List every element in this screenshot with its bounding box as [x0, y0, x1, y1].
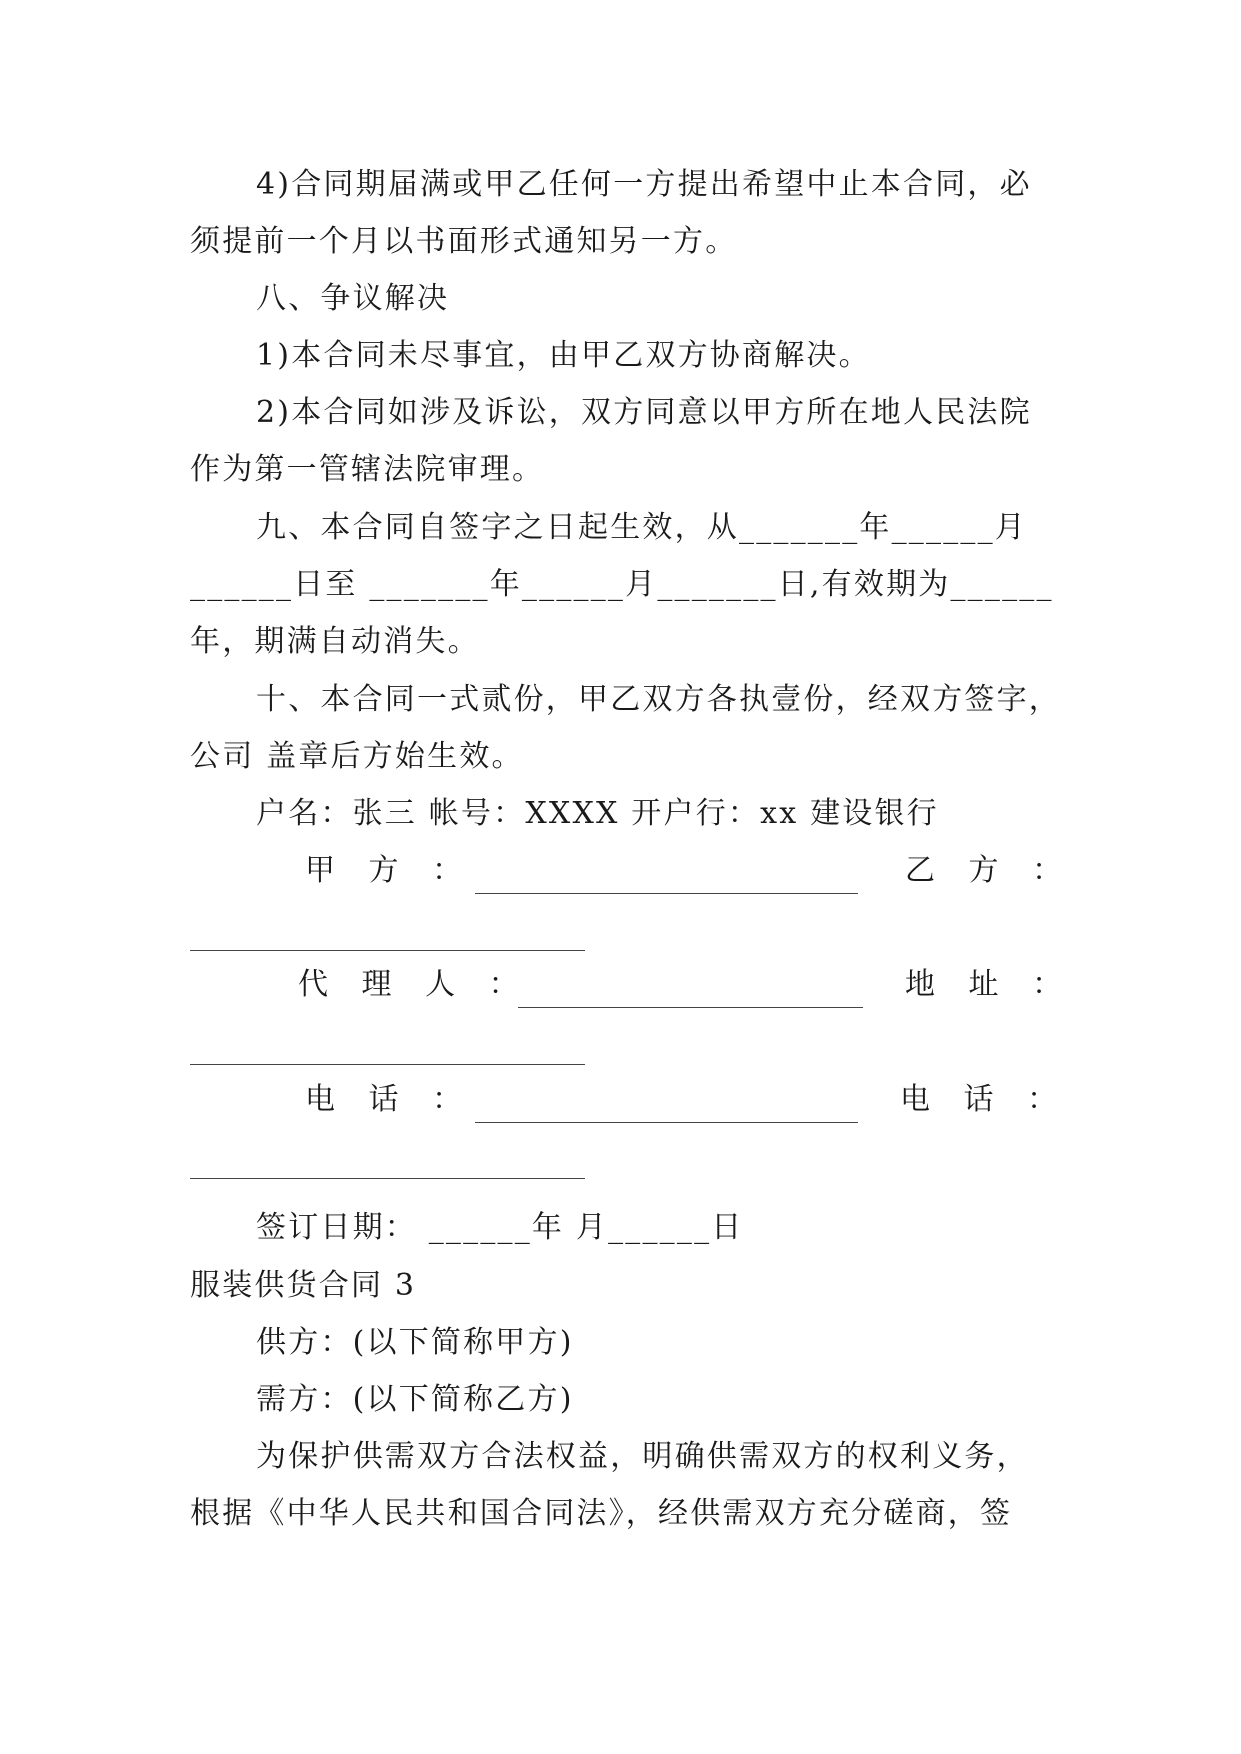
clause-8-1: 1)本合同未尽事宜，由甲乙双方协商解决。 [256, 338, 871, 373]
agent-blank [518, 1007, 863, 1008]
clause-10-line-1: 十、本合同一式贰份，甲乙双方各执壹份，经双方签字， [256, 682, 1061, 717]
section-8-heading: 八、争议解决 [256, 281, 450, 316]
intro-line-1: 为保护供需双方合法权益，明确供需双方的权利义务， [256, 1439, 1029, 1474]
clause-9-line-2: ______日至 _______年______月_______日,有效期为______ [190, 567, 1054, 602]
clause-7-4-line-2: 须提前一个月以书面形式通知另一方。 [190, 224, 738, 259]
phone-b-blank [190, 1178, 585, 1179]
phone-a-blank [475, 1122, 858, 1123]
sign-date: 签订日期： ______年 月______日 [256, 1210, 744, 1245]
bank-account-info: 户名：张三 帐号：XXXX 开户行：xx 建设银行 [256, 796, 939, 831]
address-label: 地 址 ： [905, 967, 1075, 1002]
party-b-label: 乙 方 ： [905, 853, 1075, 888]
party-a-label: 甲 方 ： [305, 853, 475, 888]
agent-label: 代 理 人 ： [298, 967, 531, 1002]
clause-8-2-line-2: 作为第一管辖法院审理。 [190, 452, 545, 487]
buyer-line: 需方：(以下简称乙方) [256, 1382, 574, 1417]
clause-8-2-line-1: 2)本合同如涉及诉讼，双方同意以甲方所在地人民法院 [256, 395, 1032, 430]
party-a-blank [475, 893, 858, 894]
phone-a-label: 电 话 ： [305, 1082, 475, 1117]
clause-7-4-line-1: 4)合同期届满或甲乙任何一方提出希望中止本合同，必 [256, 167, 1032, 202]
phone-b-label: 电 话 ： [900, 1082, 1070, 1117]
address-blank [190, 1064, 585, 1065]
clause-9-line-1: 九、本合同自签字之日起生效，从_______年______月 [256, 510, 1027, 545]
intro-line-2: 根据《中华人民共和国合同法》，经供需双方充分磋商，签 [190, 1496, 1013, 1531]
party-b-blank [190, 950, 585, 951]
clause-10-line-2: 公司 盖章后方始生效。 [190, 739, 524, 774]
supplier-line: 供方：(以下简称甲方) [256, 1325, 574, 1360]
clause-9-line-3: 年，期满自动消失。 [190, 624, 480, 659]
contract-title: 服装供货合同 3 [190, 1268, 417, 1303]
